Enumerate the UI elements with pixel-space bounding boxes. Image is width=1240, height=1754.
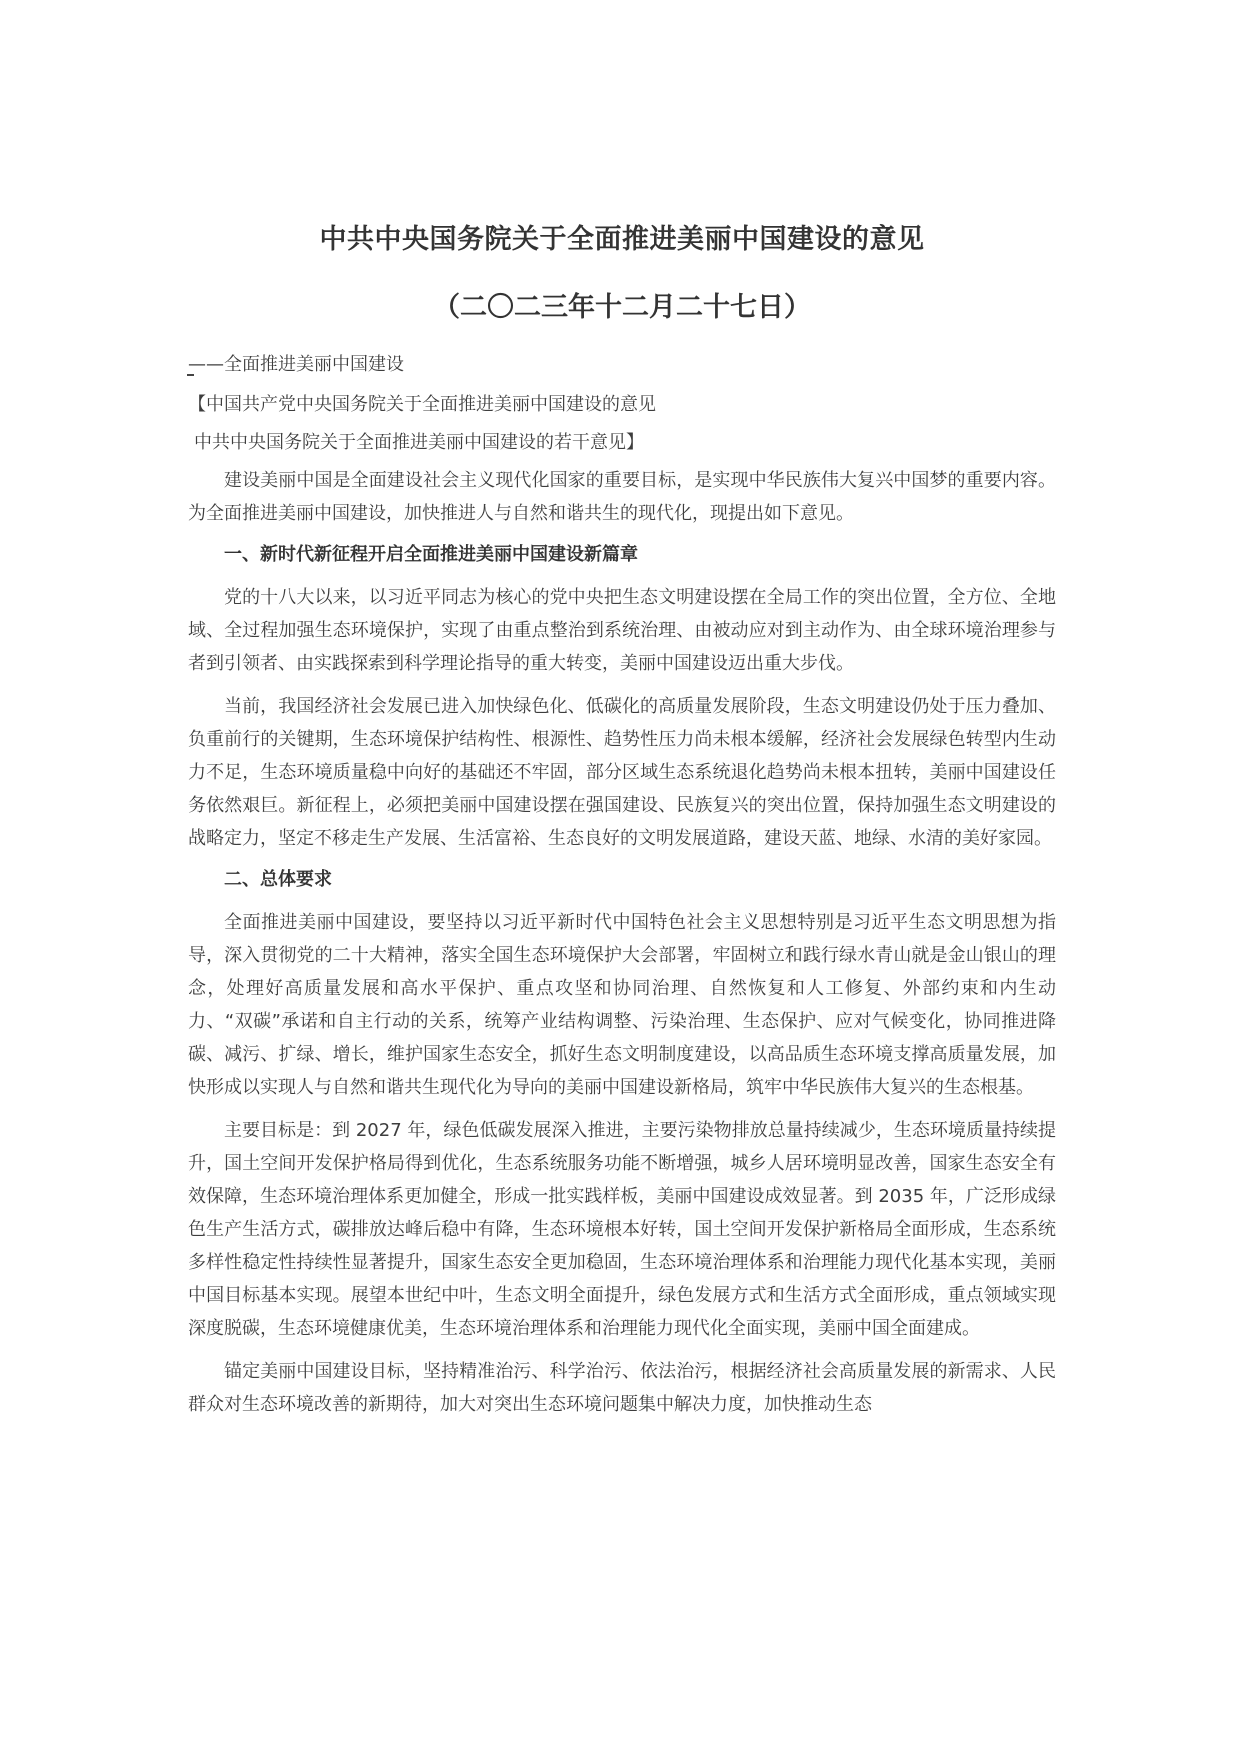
- keyword-line: [188, 352, 1056, 378]
- section1-paragraph-2: 当前，我国经济社会发展已进入加快绿色化、低碳化的高质量发展阶段，生态文明建设仍处于压力叠加、负重前行的关键期，生态环境保护结构性、根源性、趋势性压力尚未根本缓解，经济社会发展绿色转型内生动力不足，生态环境质量稳中向好的基础还不牢固，部分区域生态系统退化趋势尚未根本扭转，美丽中国建设任务依然艰巨。新征程上，必须把美丽中国建设摆在强国建设、民族复兴的突出位置，保持加强生态文明建设的战略定力，坚定不移走生产发展、生活富裕、生态良好的文明发展道路，建设天蓝、地绿、水清的美好家园。: [188, 696, 1056, 849]
- document-date: （二〇二三年十二月二十七日）: [433, 292, 811, 323]
- document-body: [188, 220, 1056, 1421]
- cursor-mark: [187, 374, 194, 376]
- keyword-text: ——全面推进美丽中国建设: [188, 354, 404, 375]
- section2-paragraph-1: 全面推进美丽中国建设，要坚持以习近平新时代中国特色社会主义思想特别是习近平生态文明思想为指导，深入贯彻党的二十大精神，落实全国生态环境保护大会部署，牢固树立和践行绿水青山就是金山银山的理念，处理好高质量发展和高水平保护、重点攻坚和协同治理、自然恢复和人工修复、外部约束和内生动力、“双碳”承诺和自主行动的关系，统筹产业结构调整、污染治理、生态保护、应对气候变化，协同推进降碳、减污、扩绿、增长，维护国家生态安全，抓好生态文明制度建设，以高品质生态环境支撑高质量发展，加快形成以实现人与自然和谐共生现代化为导向的美丽中国建设新格局，筑牢中华民族伟大复兴的生态根基。: [188, 912, 1056, 1098]
- section-heading-1: 一、新时代新征程开启全面推进美丽中国建设新篇章: [224, 544, 638, 565]
- intro-paragraph: 建设美丽中国是全面建设社会主义现代化国家的重要目标，是实现中华民族伟大复兴中国梦的重要内容。为全面推进美丽中国建设，加快推进人与自然和谐共生的现代化，现提出如下意见。: [188, 470, 1056, 524]
- section1-paragraph-1: 党的十八大以来，以习近平同志为核心的党中央把生态文明建设摆在全局工作的突出位置，全方位、全地域、全过程加强生态环境保护，实现了由重点整治到系统治理、由被动应对到主动作为、由全球环境治理参与者到引领者、由实践探索到科学理论指导的重大转变，美丽中国建设迈出重大步伐。: [188, 587, 1056, 674]
- section-heading-2: 二、总体要求: [224, 869, 332, 890]
- document-title: 中共中央国务院关于全面推进美丽中国建设的意见: [319, 224, 925, 255]
- reference-line-2: 中共中央国务院关于全面推进美丽中国建设的若干意见】: [194, 432, 644, 453]
- reference-line-1: 【中国共产党中央国务院关于全面推进美丽中国建设的意见: [188, 394, 656, 415]
- section2-paragraph-2: 主要目标是：到 2027 年，绿色低碳发展深入推进，主要污染物排放总量持续减少，生态环境质量持续提升，国土空间开发保护格局得到优化，生态系统服务功能不断增强，城乡人居环境明显改善，国家生态安全有效保障，生态环境治理体系更加健全，形成一批实践样板，美丽中国建设成效显著。到 2035 年，广泛形成绿色生产生活方式，碳排放达峰后稳中有降，生态环境根本好转，国土空间开发保护新格局全面形成，生态系统多样性稳定性持续性显著提升，国家生态安全更加稳固，生态环境治理体系和治理能力现代化基本实现，美丽中国目标基本实现。展望本世纪中叶，生态文明全面提升，绿色发展方式和生活方式全面形成，重点领域实现深度脱碳，生态环境健康优美，生态环境治理体系和治理能力现代化全面实现，美丽中国全面建成。: [188, 1120, 1056, 1339]
- section2-paragraph-3: 锚定美丽中国建设目标，坚持精准治污、科学治污、依法治污，根据经济社会高质量发展的新需求、人民群众对生态环境改善的新期待，加大对突出生态环境问题集中解决力度，加快推动生态: [188, 1361, 1056, 1415]
